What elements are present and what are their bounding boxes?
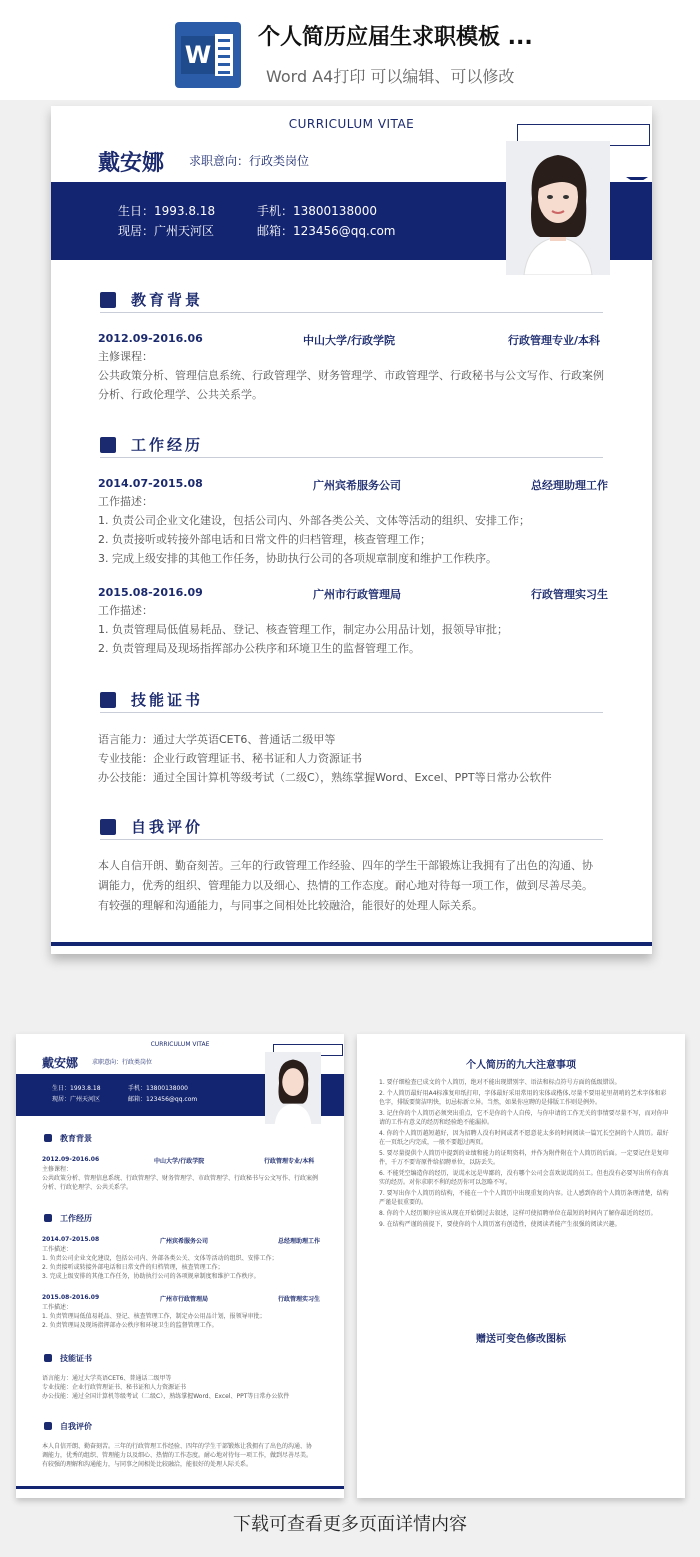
briefcase-icon xyxy=(44,1214,52,1222)
job-desc-line: 2. 负责接听或转接外部电话和日常文件的归档管理，核查管理工作； xyxy=(42,1264,224,1271)
note-item: 5. 要尽量提供个人简历中提到的业绩和能力的证明资料，并作为附件附在个人简历的后面。一定要记住是复印件，千万不要寄原件给招聘单位，以防丢失。 xyxy=(379,1150,669,1166)
graduation-cap-icon xyxy=(100,292,116,308)
resume-name: 戴安娜 xyxy=(42,1056,79,1070)
note-item: 9. 在结构严谨的前提下，要使你的个人简历富有创造性，使阅读者能产生很强的阅读兴趣。 xyxy=(379,1221,621,1228)
email-info: 邮箱：123456@qq.com xyxy=(128,1096,198,1103)
job-desc-label: 工作描述： xyxy=(42,1246,73,1253)
note-item: 2. 个人简历最好用A4标准复印纸打印，字体最好采用常用的宋体或楷体,尽量不要用花里胡哨的艺术字体和彩色字，排版要简洁明快，切忌标新立异。当然，如果你应聘的是排版工作则是例外。 xyxy=(379,1090,667,1106)
briefcase-icon xyxy=(100,437,116,453)
job-role: 行政管理实习生 xyxy=(278,1296,321,1303)
resume-thumbnail xyxy=(16,1034,344,1498)
profile-photo xyxy=(506,141,610,275)
email-info: 邮箱：123456@qq.com xyxy=(257,224,396,238)
job-desc-line: 3. 完成上级安排的其他工作任务，协助执行公司的各项规章制度和维护工作秩序。 xyxy=(42,1273,260,1280)
job-date: 2015.08-2016.09 xyxy=(42,1294,100,1301)
courses-line: 公共政策分析、管理信息系统、行政管理学、财务管理学、市政管理学、行政秘书与公文写作、行政案例 xyxy=(42,1175,319,1182)
note-item: 7. 要写出你个人简历的结构，不能在一个个人简历中出现重复的内容。让人感到你的个人简历条理清楚，结构严谨是很重要的。 xyxy=(379,1190,669,1206)
job-desc-line: 1. 负责管理局低值易耗品、登记、核查管理工作，制定办公用品计划，报领导审批； xyxy=(42,1313,266,1320)
gear-icon xyxy=(44,1354,52,1362)
notes-thumbnail xyxy=(357,1034,685,1498)
job-intent: 求职意向：行政类岗位 xyxy=(189,154,310,168)
job-company: 广州宾希服务公司 xyxy=(313,479,401,492)
skill-line: 办公技能：通过全国计算机等级考试（二级C），熟练掌握Word、Excel、PPT等日常办公软件 xyxy=(42,1393,290,1400)
self-line: 有较强的理解和沟通能力，与同事之间相处比较融洽，能很好的处理人际关系。 xyxy=(42,1461,253,1468)
job-desc-label: 工作描述： xyxy=(42,1304,73,1311)
note-item: 4. 你的个人简历越短越好，因为招聘人没有时间或者不愿意花太多的时间阅读一篇冗长空洞的个人简历。最好在一页纸之内完成，一般不要超过两页。 xyxy=(379,1130,669,1146)
job-desc-line: 2. 负责接听或转接外部电话和日常文件的归档管理，核查管理工作； xyxy=(98,533,431,546)
job-desc-line: 2. 负责管理局及现场指挥部办公秩序和环境卫生的监督管理工作。 xyxy=(98,642,420,655)
education-title: 教育背景 xyxy=(131,291,204,309)
note-item: 1. 要仔细检查已成文的个人简历，绝对不能出现错别字、语法和标点符号方面的低级错误。 xyxy=(379,1079,621,1086)
section-divider xyxy=(100,839,603,840)
job-company: 广州市行政管理局 xyxy=(313,588,401,601)
job-date: 2014.07-2015.08 xyxy=(98,477,203,490)
notes-list xyxy=(379,1078,671,1231)
profile-photo xyxy=(265,1052,321,1124)
skill-line: 办公技能：通过全国计算机等级考试（二级C），熟练掌握Word、Excel、PPT等日常办公软件 xyxy=(98,771,552,784)
skill-line: 专业技能：企业行政管理证书、秘书证和人力资源证书 xyxy=(42,1384,187,1391)
person-icon xyxy=(44,1422,52,1430)
job-desc-line: 3. 完成上级安排的其他工作任务，协助执行公司的各项规章制度和维护工作秩序。 xyxy=(98,552,497,565)
edu-date: 2012.09-2016.06 xyxy=(98,332,203,345)
notes-title: 个人简历的九大注意事项 xyxy=(466,1060,576,1071)
self-line: 调能力，优秀的组织、管理能力以及细心、热情的工作态度。耐心地对待每一项工作，做到尽善尽美。 xyxy=(98,879,593,892)
self-line: 本人自信开朗、勤奋刻苦。三年的行政管理工作经验、四年的学生干部锻炼让我拥有了出色的沟通、协 xyxy=(42,1443,313,1450)
job-intent: 求职意向：行政类岗位 xyxy=(92,1059,153,1066)
footer-text: 下载可查看更多页面详情内容 xyxy=(233,1514,467,1535)
courses-line: 分析、行政伦理学、公共关系学。 xyxy=(42,1184,133,1191)
section-divider xyxy=(100,312,603,313)
gift-label: 赠送可变色修改图标 xyxy=(476,1334,566,1345)
job-role: 总经理助理工作 xyxy=(278,1238,321,1245)
edu-date: 2012.09-2016.06 xyxy=(42,1156,100,1163)
note-item: 6. 不能凭空编造你的经历，说谎永远是卑鄙的，没有哪个公司会喜欢说谎的员工。但也没有必要写出所有你真实的经历。对你求职不利的经历你可以忽略不写。 xyxy=(379,1170,669,1186)
note-item: 3. 记住你的个人简历必须突出重点，它不是你的个人自传，与你申请的工作无关的事情要尽量不写，而对你申请的工作有意义的经历和经验绝不能漏掉。 xyxy=(379,1110,669,1126)
bottom-rule xyxy=(16,1486,344,1489)
cv-label: CURRICULUM VITAE xyxy=(150,1041,210,1048)
education-title: 教育背景 xyxy=(60,1134,92,1143)
phone-info: 手机：13800138000 xyxy=(128,1085,188,1092)
edu-major: 行政管理专业/本科 xyxy=(264,1158,315,1165)
job-role: 行政管理实习生 xyxy=(531,588,608,601)
word-icon: W xyxy=(175,22,241,88)
birth-info: 生日：1993.8.18 xyxy=(52,1085,101,1092)
cv-label: CURRICULUM VITAE xyxy=(288,117,415,131)
work-title: 工作经历 xyxy=(131,436,204,454)
skills-title: 技能证书 xyxy=(131,691,204,709)
courses-label: 主修课程： xyxy=(42,1166,73,1173)
self-line: 有较强的理解和沟通能力，与同事之间相处比较融洽，能很好的处理人际关系。 xyxy=(98,899,483,912)
resume-page xyxy=(51,106,652,954)
job-desc-line: 1. 负责公司企业文化建设，包括公司内、外部各类公关、文体等活动的组织、安排工作； xyxy=(98,514,530,527)
job-desc-line: 1. 负责管理局低值易耗品、登记、核查管理工作，制定办公用品计划，报领导审批； xyxy=(98,623,508,636)
edu-school: 中山大学/行政学院 xyxy=(303,334,396,347)
skill-line: 专业技能：企业行政管理证书、秘书证和人力资源证书 xyxy=(98,752,362,765)
job-desc-label: 工作描述： xyxy=(98,604,153,617)
resume-name: 戴安娜 xyxy=(98,151,165,176)
page-title: 个人简历应届生求职模板 ... xyxy=(258,25,533,50)
skill-line: 语言能力：通过大学英语CET6、普通话二级甲等 xyxy=(98,733,336,746)
graduation-cap-icon xyxy=(44,1134,52,1142)
bottom-rule xyxy=(51,942,652,946)
edu-major: 行政管理专业/本科 xyxy=(508,334,601,347)
self-title: 自我评价 xyxy=(131,818,204,836)
phone-info: 手机：13800138000 xyxy=(257,204,377,218)
birth-info: 生日：1993.8.18 xyxy=(118,204,216,218)
job-date: 2015.08-2016.09 xyxy=(98,586,203,599)
note-item: 8. 你的个人经历顺序应该从现在开始倒过去叙述，这样可使招聘单位在最短的时间内了解你最近的经历。 xyxy=(379,1210,657,1217)
job-role: 总经理助理工作 xyxy=(531,479,608,492)
section-divider xyxy=(100,457,603,458)
job-desc-label: 工作描述： xyxy=(98,495,153,508)
edu-school: 中山大学/行政学院 xyxy=(154,1158,205,1165)
job-desc-line: 1. 负责公司企业文化建设，包括公司内、外部各类公关、文体等活动的组织、安排工作； xyxy=(42,1255,278,1262)
section-divider xyxy=(100,712,603,713)
work-title: 工作经历 xyxy=(60,1214,92,1223)
residence-info: 现居：广州天河区 xyxy=(118,224,215,238)
job-desc-line: 2. 负责管理局及现场指挥部办公秩序和环境卫生的监督管理工作。 xyxy=(42,1322,218,1329)
courses-line: 分析、行政伦理学、公共关系学。 xyxy=(98,388,263,401)
self-title: 自我评价 xyxy=(60,1422,92,1431)
job-company: 广州市行政管理局 xyxy=(160,1296,209,1303)
courses-label: 主修课程： xyxy=(98,350,153,363)
residence-info: 现居：广州天河区 xyxy=(52,1096,101,1103)
skill-line: 语言能力：通过大学英语CET6、普通话二级甲等 xyxy=(42,1375,172,1382)
job-company: 广州宾希服务公司 xyxy=(160,1238,209,1245)
self-line: 调能力，优秀的组织、管理能力以及细心、热情的工作态度。耐心地对待每一项工作，做到尽善尽美。 xyxy=(42,1452,313,1459)
person-icon xyxy=(100,819,116,835)
job-date: 2014.07-2015.08 xyxy=(42,1236,100,1243)
courses-line: 公共政策分析、管理信息系统、行政管理学、财务管理学、市政管理学、行政秘书与公文写作、行政案例 xyxy=(98,369,604,382)
self-line: 本人自信开朗、勤奋刻苦。三年的行政管理工作经验、四年的学生干部锻炼让我拥有了出色的沟通、协 xyxy=(98,859,593,872)
gear-icon xyxy=(100,692,116,708)
skills-title: 技能证书 xyxy=(60,1354,92,1363)
page-subtitle: Word A4打印 可以编辑、可以修改 xyxy=(266,67,515,86)
